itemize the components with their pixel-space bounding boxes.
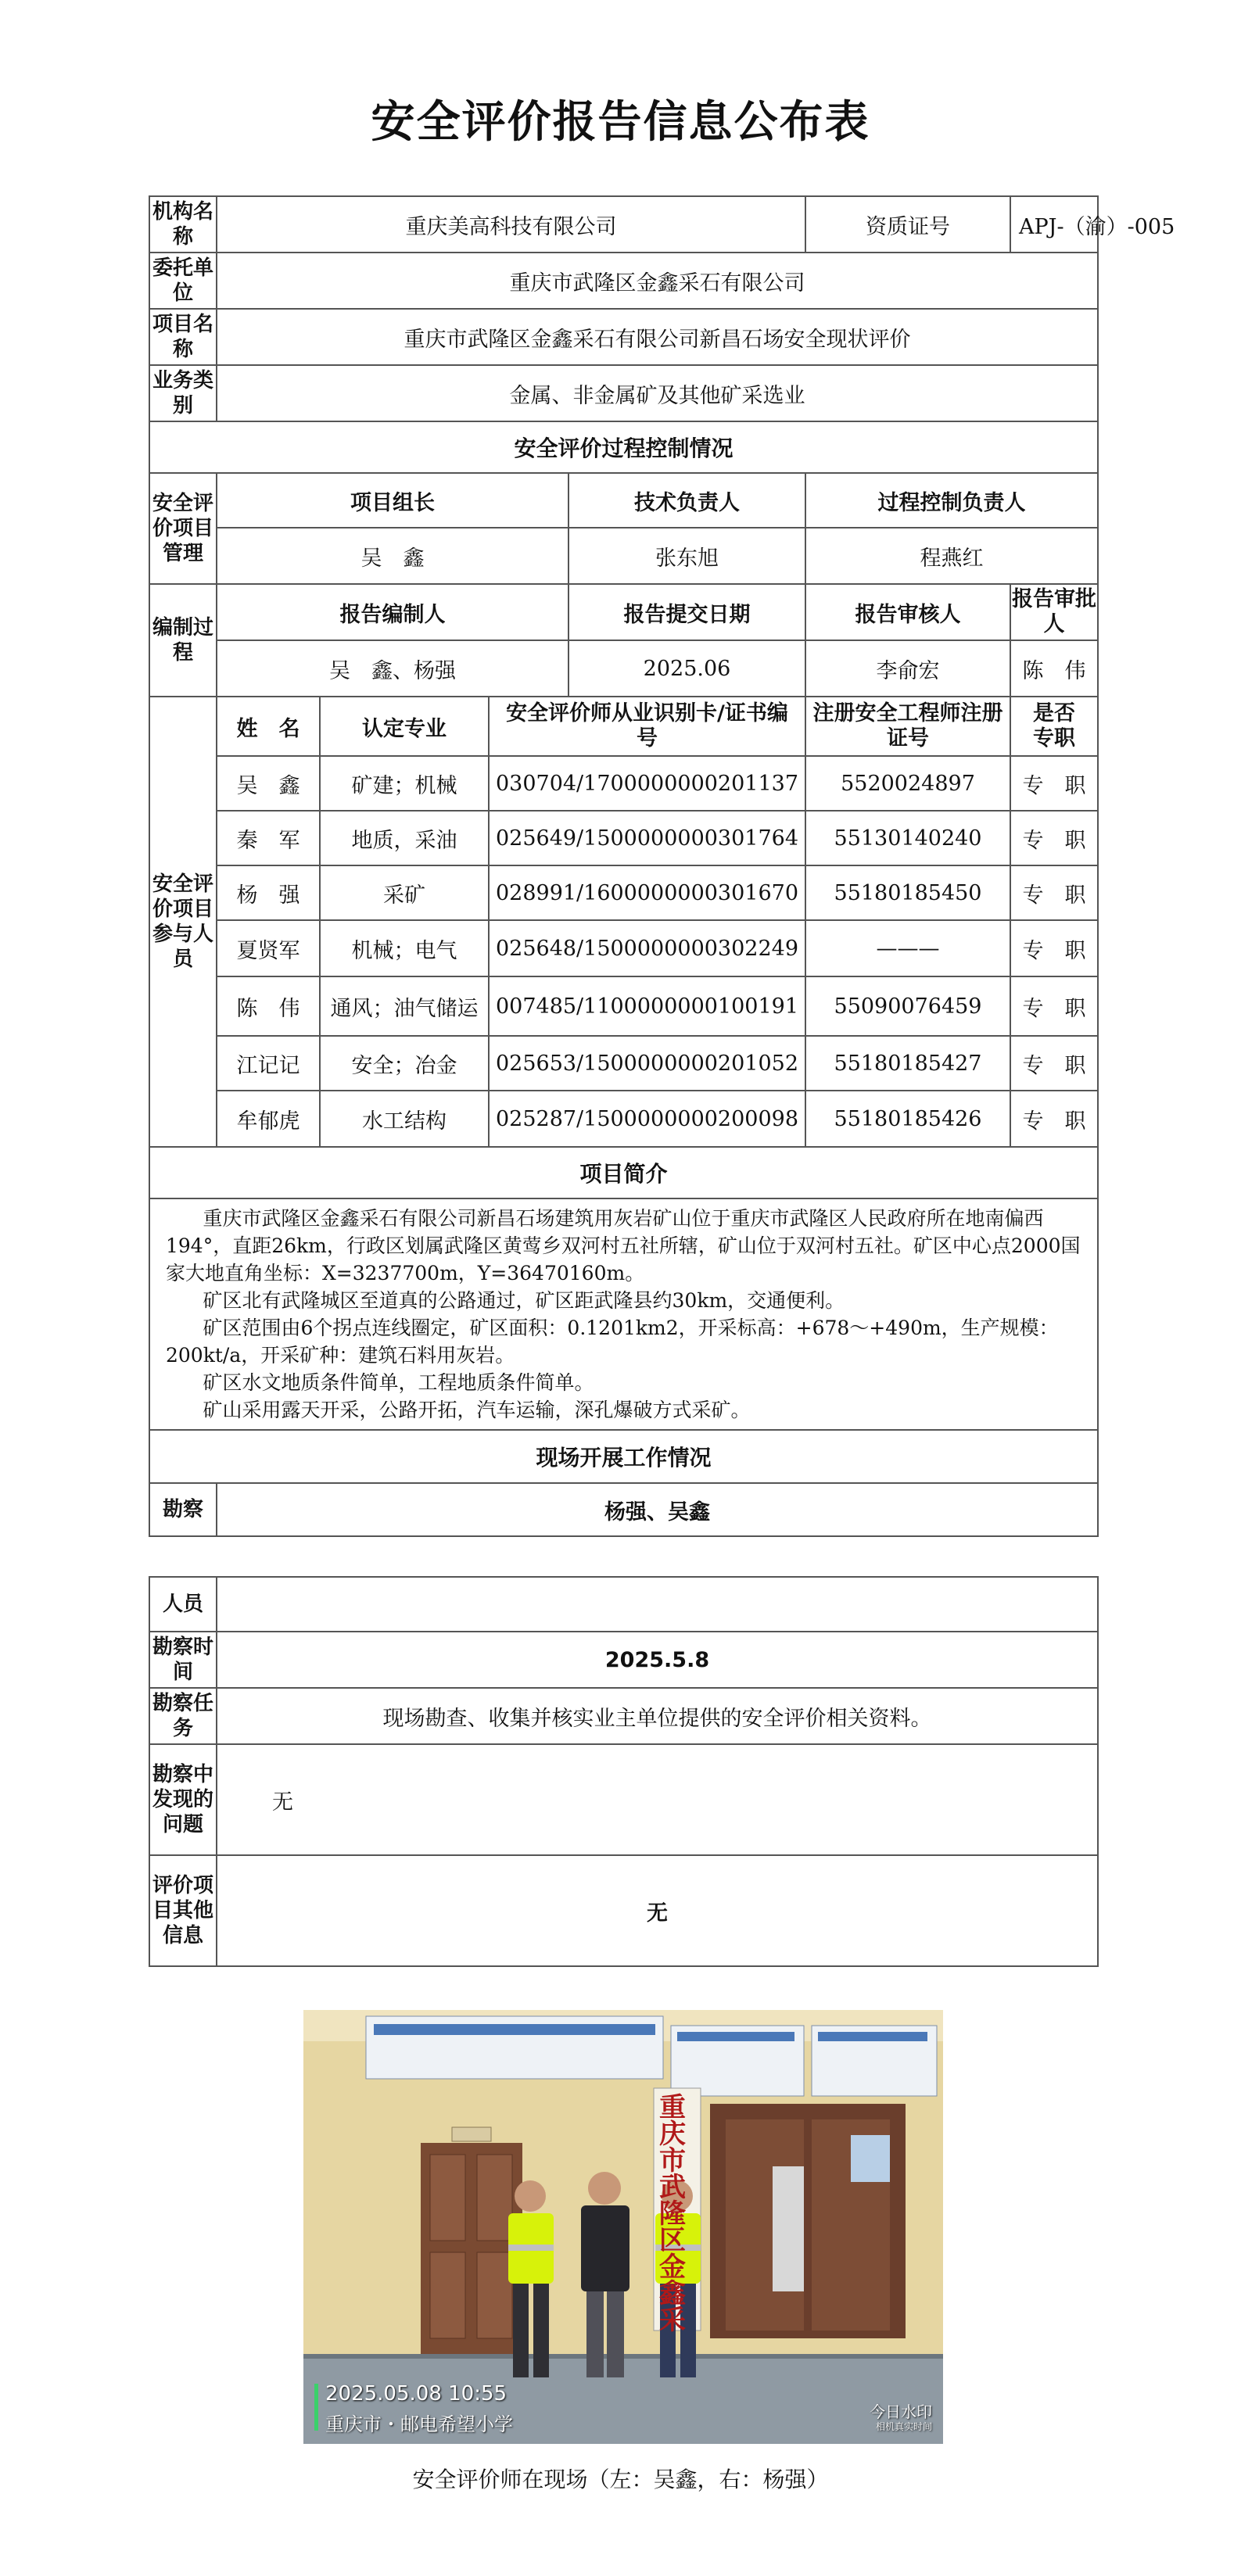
- staff-name: 秦 军: [217, 811, 320, 865]
- staff-reg: 55180185427: [805, 1036, 1010, 1091]
- staff-card: 025648/1500000000302249: [489, 920, 805, 976]
- staff-full: 专 职: [1010, 1091, 1098, 1147]
- leader-header: 项目组长: [217, 473, 568, 528]
- photo-caption: 安全评价师在现场（左：吴鑫，右：杨强）: [412, 2467, 829, 2492]
- other-value: 无: [217, 1855, 1098, 1966]
- control-header: 过程控制负责人: [805, 473, 1098, 528]
- staff-label: 安全评价项目参与人员: [149, 697, 217, 1147]
- date-value: 2025.06: [568, 640, 805, 697]
- staff-reg: ———: [805, 920, 1010, 976]
- tech-header: 技术负责人: [568, 473, 805, 528]
- onsite-table-continued: [149, 1576, 1099, 1967]
- intro-paragraph: 重庆市武隆区金鑫采石有限公司新昌石场建筑用灰岩矿山位于重庆市武隆区人民政府所在地南偏西194°，直距26km，行政区划属武隆区黄莺乡双河村五社所辖，矿山位于双河村五社。矿区中心点2000国家大地直角坐标：X=3237700m，Y=36470160m。: [166, 1207, 1081, 1284]
- staff-major: 采矿: [320, 865, 489, 920]
- photo-timestamp: 2025.05.08 10:55: [325, 2382, 508, 2406]
- site-photo: [303, 2010, 943, 2444]
- photo-location: 重庆市・邮电希望小学: [325, 2413, 513, 2435]
- staff-card: 025653/1500000000201052: [489, 1036, 805, 1091]
- compiler-header: 报告编制人: [217, 584, 568, 640]
- photo-watermark-sub: 相机真实时间: [875, 2421, 932, 2432]
- staff-name: 陈 伟: [217, 976, 320, 1036]
- staff-reg: 55180185450: [805, 865, 1010, 920]
- date-header: 报告提交日期: [568, 584, 805, 640]
- table-row: [149, 756, 1098, 811]
- compile-label: 编制过程: [149, 584, 217, 697]
- staff-name: 牟郁虎: [217, 1091, 320, 1147]
- staff-major: 机械；电气: [320, 920, 489, 976]
- staff-name: 吴 鑫: [217, 756, 320, 811]
- client-value: 重庆市武隆区金鑫采石有限公司: [217, 253, 1098, 309]
- other-label: 评价项目其他信息: [149, 1855, 217, 1966]
- task-value: 现场勘查、收集并核实业主单位提供的安全评价相关资料。: [217, 1688, 1098, 1744]
- table-row: [149, 920, 1098, 976]
- staff-reg: 5520024897: [805, 756, 1010, 811]
- task-label: 勘察任务: [149, 1688, 217, 1744]
- staff-header-name: 姓 名: [217, 697, 320, 756]
- staff-header-card: 安全评价师从业识别卡/证书编号: [489, 697, 805, 756]
- intro-paragraph: 矿区范围由6个拐点连线圈定，矿区面积：0.1201km2，开采标高：+678～+490m，生产规模：200kt/a，开采矿种：建筑石料用灰岩。: [166, 1317, 1059, 1367]
- intro-paragraph: 矿山采用露天开采，公路开拓，汽车运输，深孔爆破方式采矿。: [203, 1399, 751, 1421]
- staff-major: 水工结构: [320, 1091, 489, 1147]
- leader-value: 吴 鑫: [217, 528, 568, 584]
- staff-major: 矿建；机械: [320, 756, 489, 811]
- intro-body: [149, 1198, 1098, 1430]
- staff-header-reg: 注册安全工程师注册证号: [805, 697, 1010, 756]
- page-title: 安全评价报告信息公布表: [371, 97, 870, 148]
- staff-card: 025649/1500000000301764: [489, 811, 805, 865]
- intro-paragraph: 矿区水文地质条件简单，工程地质条件简单。: [203, 1371, 594, 1394]
- reviewer-header: 报告审核人: [805, 584, 1010, 640]
- survey-people: 杨强、吴鑫: [217, 1483, 1098, 1536]
- tech-value: 张东旭: [568, 528, 805, 584]
- photo-sign-text: 重庆市武隆区金鑫采: [659, 2092, 686, 2336]
- issues-value: 无: [217, 1744, 1098, 1855]
- staff-reg: 55180185426: [805, 1091, 1010, 1147]
- staff-major: 安全；冶金: [320, 1036, 489, 1091]
- project-label: 项目名称: [149, 309, 217, 365]
- client-label: 委托单位: [149, 253, 217, 309]
- staff-full: 专 职: [1010, 920, 1098, 976]
- staff-card: 025287/1500000000200098: [489, 1091, 805, 1147]
- project-value: 重庆市武隆区金鑫采石有限公司新昌石场安全现状评价: [217, 309, 1098, 365]
- staff-major: 通风；油气储运: [320, 976, 489, 1036]
- approver-value: 陈 伟: [1010, 640, 1098, 697]
- staff-reg: 55130140240: [805, 811, 1010, 865]
- approver-header: 报告审批人: [1010, 584, 1098, 640]
- staff-card: 007485/1100000000100191: [489, 976, 805, 1036]
- table-row: [149, 811, 1098, 865]
- reviewer-value: 李俞宏: [805, 640, 1010, 697]
- issues-label: 勘察中发现的问题: [149, 1744, 217, 1855]
- staff-full: 专 职: [1010, 1036, 1098, 1091]
- staff-header-full: 是否专职: [1010, 697, 1098, 756]
- staff-name: 杨 强: [217, 865, 320, 920]
- cert-value: APJ-（渝）-005: [1010, 196, 1098, 253]
- staff-full: 专 职: [1010, 811, 1098, 865]
- process-section-title: 安全评价过程控制情况: [149, 421, 1098, 473]
- staff-card: 028991/1600000000301670: [489, 865, 805, 920]
- report-info-table: [149, 195, 1175, 1537]
- business-label: 业务类别: [149, 365, 217, 421]
- table-row: [149, 865, 1098, 920]
- table-row: [149, 1091, 1098, 1147]
- business-value: 金属、非金属矿及其他矿采选业: [217, 365, 1098, 421]
- table-row: [149, 976, 1098, 1036]
- table-row: [149, 1036, 1098, 1091]
- staff-full: 专 职: [1010, 756, 1098, 811]
- survey-label: 勘察: [149, 1483, 217, 1536]
- staff-card: 030704/1700000000201137: [489, 756, 805, 811]
- people-value: [217, 1577, 1098, 1632]
- people-label: 人员: [149, 1577, 217, 1632]
- intro-paragraph: 矿区北有武隆城区至道真的公路通过，矿区距武隆县约30km，交通便利。: [203, 1289, 845, 1312]
- staff-major: 地质，采油: [320, 811, 489, 865]
- control-value: 程燕红: [805, 528, 1098, 584]
- time-label: 勘察时间: [149, 1632, 217, 1688]
- compiler-value: 吴 鑫、杨强: [217, 640, 568, 697]
- staff-reg: 55090076459: [805, 976, 1010, 1036]
- staff-name: 夏贤军: [217, 920, 320, 976]
- staff-header-major: 认定专业: [320, 697, 489, 756]
- org-value: 重庆美高科技有限公司: [217, 196, 805, 253]
- staff-full: 专 职: [1010, 976, 1098, 1036]
- intro-title: 项目简介: [149, 1147, 1098, 1198]
- onsite-title: 现场开展工作情况: [149, 1430, 1098, 1483]
- org-label: 机构名称: [149, 196, 217, 253]
- cert-label: 资质证号: [805, 196, 1010, 253]
- photo-watermark-logo: 今日水印: [870, 2402, 932, 2421]
- time-value: 2025.5.8: [217, 1632, 1098, 1688]
- staff-full: 专 职: [1010, 865, 1098, 920]
- site-photo-illustration: [303, 2010, 943, 2444]
- mgmt-label: 安全评价项目管理: [149, 473, 217, 584]
- staff-name: 江记记: [217, 1036, 320, 1091]
